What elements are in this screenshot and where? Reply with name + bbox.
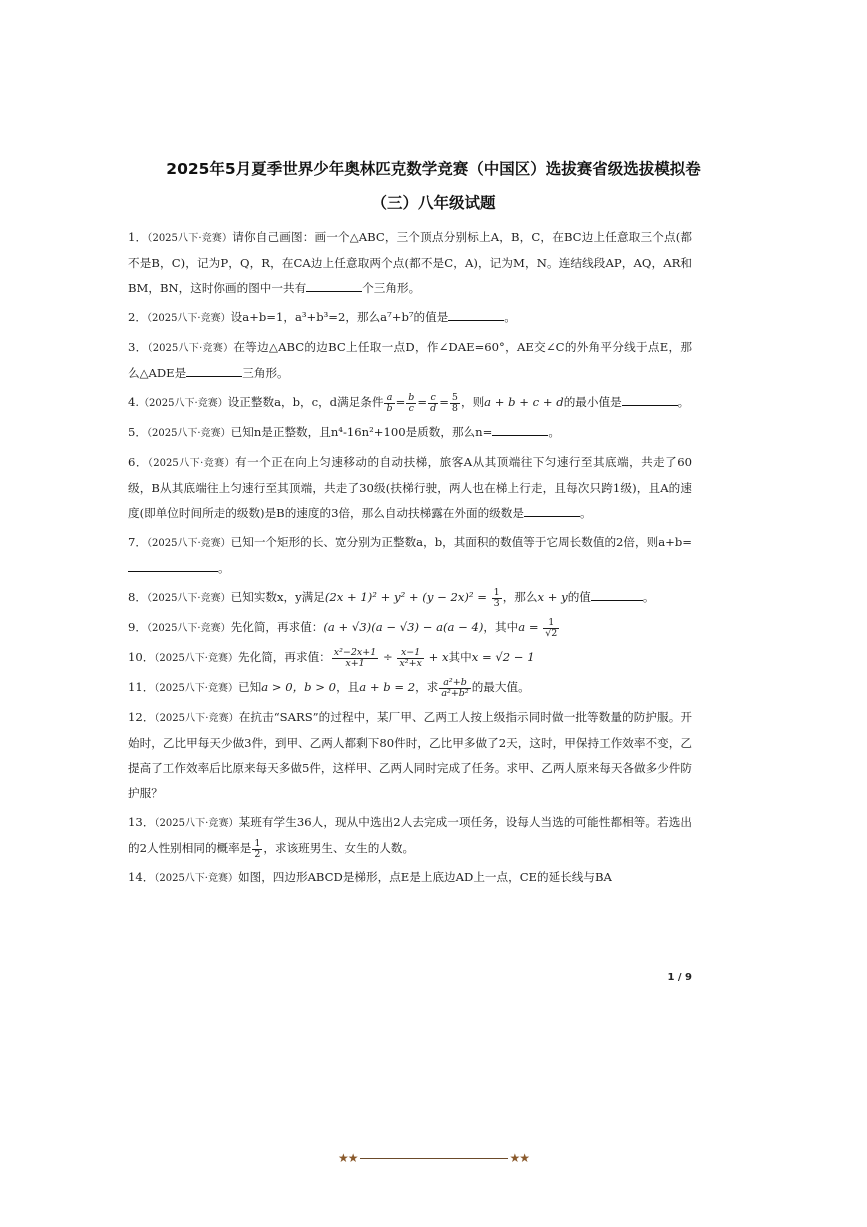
answer-blank [448,308,504,321]
problem-number: 12． [128,710,155,724]
problem-9 [128,615,692,641]
answer-blank [186,364,242,377]
answer-blank [306,279,362,292]
answer-blank [622,393,678,406]
problem-text-end: ，求该班男生、女生的人数。 [263,841,415,855]
problem-text-end: 。 [579,506,592,520]
problem-number: 7． [128,535,147,549]
exam-title-line-2: （三）八年级试题 [371,194,496,212]
problem-text: 设a+b=1，a³+b³=2，那么a⁷+b⁷的值是 [230,310,449,324]
fraction-c-over-d: $\frac{c}{d}$ [430,391,437,414]
problem-text-end: 。 [218,561,230,575]
problem-number: 4. [128,395,140,409]
footer-ornament [0,1151,867,1165]
equals-sign: = [417,395,428,409]
fraction-b-over-c: $\frac{b}{c}$ [408,391,415,414]
problem-tag: （2025八下·竞赛） [154,713,239,724]
star-icon: ★★ [337,1151,358,1165]
fraction-five-eighths: $\frac{5}{8}$ [451,391,458,414]
equals-sign: = [439,395,449,409]
problem-tag: （2025八下·竞赛） [146,313,231,324]
problem-text: 在抗击“SARS”的过程中，某厂甲、乙两工人按上级指示同时做一批等数量的防护服。开始时，乙比甲每天少做3件，到甲、乙两人都剩下80件时，乙比甲多做了2天，这时，甲保持工作效率不变，乙提高了工作效率后比原来每天多做5件，这样甲、乙两人同时完成了任务。求甲、乙两人原来每天各做多少件防护服？ [128,710,692,800]
problem-text: 的最小值是 [563,395,622,409]
answer-blank [492,423,548,436]
math-expression: (a + √3)(a − √3) − a(a − 4) [323,620,484,634]
problem-text: ，求 [415,680,439,694]
math-expression: + x [424,650,449,664]
star-icon: ★★ [509,1151,530,1165]
problem-number: 1． [128,230,148,244]
problem-text: ，那么 [502,590,538,604]
exam-title-line-1: 2025年5月夏季世界少年奥林匹克数学竞赛（中国区）选拔赛省级选拔模拟卷 [166,160,701,178]
problem-5 [128,420,692,446]
problem-number: 2． [128,310,147,324]
problem-text-end: 。 [504,310,516,324]
problem-tag: （2025八下·竞赛） [154,683,238,694]
problem-text: 请你自己画图：画一个△ABC，三个顶点分别标上A，B，C，在BC边上任意取三个点(都不是B，C)，记为P，Q，R，在CA边上任意取两个点(都不是C，A)，记为M，N。连结线段AP，AQ，AR和BM，BN，这时你画的图中一共有 [128,230,692,295]
problem-text: 某班有学生36人，现从中选出2人去完成一项任务，设每人当选的可能性都相等。若选出的2人性别相同的概率是 [128,815,692,855]
problem-number: 3． [128,340,148,354]
fraction-one-half: $\frac{1}{2}$ [254,837,261,860]
fraction-one-over-root-two: $\frac{1}{√2}$ [545,616,558,639]
problem-tag: （2025八下·竞赛） [154,873,238,884]
problem-text-end: 。 [642,590,655,604]
math-expression: a = [518,620,543,634]
problem-text-end: 。 [677,395,690,409]
problem-10 [128,645,692,671]
problem-number: 5． [128,425,147,439]
math-expression: x = √2 − 1 [471,650,535,664]
problem-3 [128,335,692,386]
problem-13 [128,810,692,861]
problem-7 [128,530,692,581]
problem-number: 6． [128,455,148,469]
division-sign: ÷ [379,650,397,664]
math-expression: a + b = 2 [359,680,416,694]
problem-tag: （2025八下·竞赛） [154,653,238,664]
problem-tag: （2025八下·竞赛） [146,593,231,604]
fraction-expression: $\frac{\text{x²−2x+1}}{x+1}$ [333,646,377,669]
problem-tag: （2025八下·竞赛） [139,398,228,409]
problem-12 [128,705,692,806]
math-expression: (2x + 1)² + y² + (y − 2x)² = [324,590,491,604]
page-number: 1 / 9 [667,972,692,983]
problem-number: 13． [128,815,155,829]
problem-text-end: 。 [548,425,560,439]
problem-list [128,225,692,895]
math-expression: a > 0，b > 0 [261,680,337,694]
answer-blank [591,588,643,601]
fraction-one-third: $\frac{1}{3}$ [493,586,500,609]
problem-text: 设正整数a，b，c，d满足条件 [227,395,384,409]
problem-14 [128,865,692,891]
problem-number: 14． [128,870,155,884]
problem-text: 在等边△ABC的边BC上任取一点D，作∠DAE=60°，AE交∠C的外角平分线于点E，那么△ADE是 [128,340,692,380]
problem-text: 如图，四边形ABCD是梯形，点E是上底边AD上一点，CE的延长线与BA [238,870,612,884]
fraction-a-over-b: $\frac{a}{b}$ [386,391,393,414]
problem-tag: （2025八下·竞赛） [146,538,231,549]
problem-11 [128,675,692,701]
problem-text: 已知n是正整数，且n⁴-16n²+100是质数，那么n= [230,425,493,439]
problem-6 [128,450,692,526]
problem-text: 的值 [567,590,591,604]
problem-4 [128,390,692,416]
problem-tag: （2025八下·竞赛） [154,818,239,829]
fraction-expression: $\frac{\text{a²+b}}{\text{a²+b²}}$ [441,676,469,699]
problem-text: 已知实数x，y满足 [230,590,325,604]
problem-1 [128,225,692,301]
problem-text: 先化简，再求值： [230,620,324,634]
problem-text: 已知一个矩形的长、宽分别为正整数a，b，其面积的数值等于它周长数值的2倍，则a+b= [230,535,692,549]
problem-text: ，其中 [483,620,519,634]
problem-number: 10． [128,650,155,664]
problem-tag: （2025八下·竞赛） [147,343,234,354]
problem-number: 9． [128,620,147,634]
problem-text: 已知 [238,680,262,694]
math-expression: x + y [537,590,568,604]
problem-text-end: 三角形。 [242,366,289,380]
problem-tag: （2025八下·竞赛） [146,428,231,439]
equals-sign: = [395,395,406,409]
problem-text: 有一个正在向上匀速移动的自动扶梯，旅客A从其顶端往下匀速行至其底端，共走了60级，B从其底端往上匀速行至其顶端，共走了30级(扶梯行驶，两人也在梯上行走，且每次只跨1级)，且A的速度(即单位时间所走的级数)是B的速度的3倍，那么自动扶梯露在外面的级数是 [128,455,692,520]
answer-blank [524,504,580,517]
problem-text: ，且 [336,680,360,694]
problem-2 [128,305,692,331]
fraction-expression: $\frac{x-1}{\text{x²+x}}$ [399,646,422,669]
problem-tag: （2025八下·竞赛） [147,458,236,469]
math-expression: a + b + c + d [484,395,564,409]
problem-tag: （2025八下·竞赛） [147,233,233,244]
problem-text-end: 的最大值。 [471,680,530,694]
footer-divider [360,1158,508,1159]
problem-number: 8． [128,590,147,604]
problem-tag: （2025八下·竞赛） [146,623,231,634]
problem-text-end: 个三角形。 [362,281,421,295]
problem-text: ，则 [460,395,485,409]
problem-8 [128,585,692,611]
problem-text: 先化简，再求值： [238,650,331,664]
answer-blank [128,559,218,572]
problem-number: 11． [128,680,155,694]
problem-text: 其中 [448,650,472,664]
